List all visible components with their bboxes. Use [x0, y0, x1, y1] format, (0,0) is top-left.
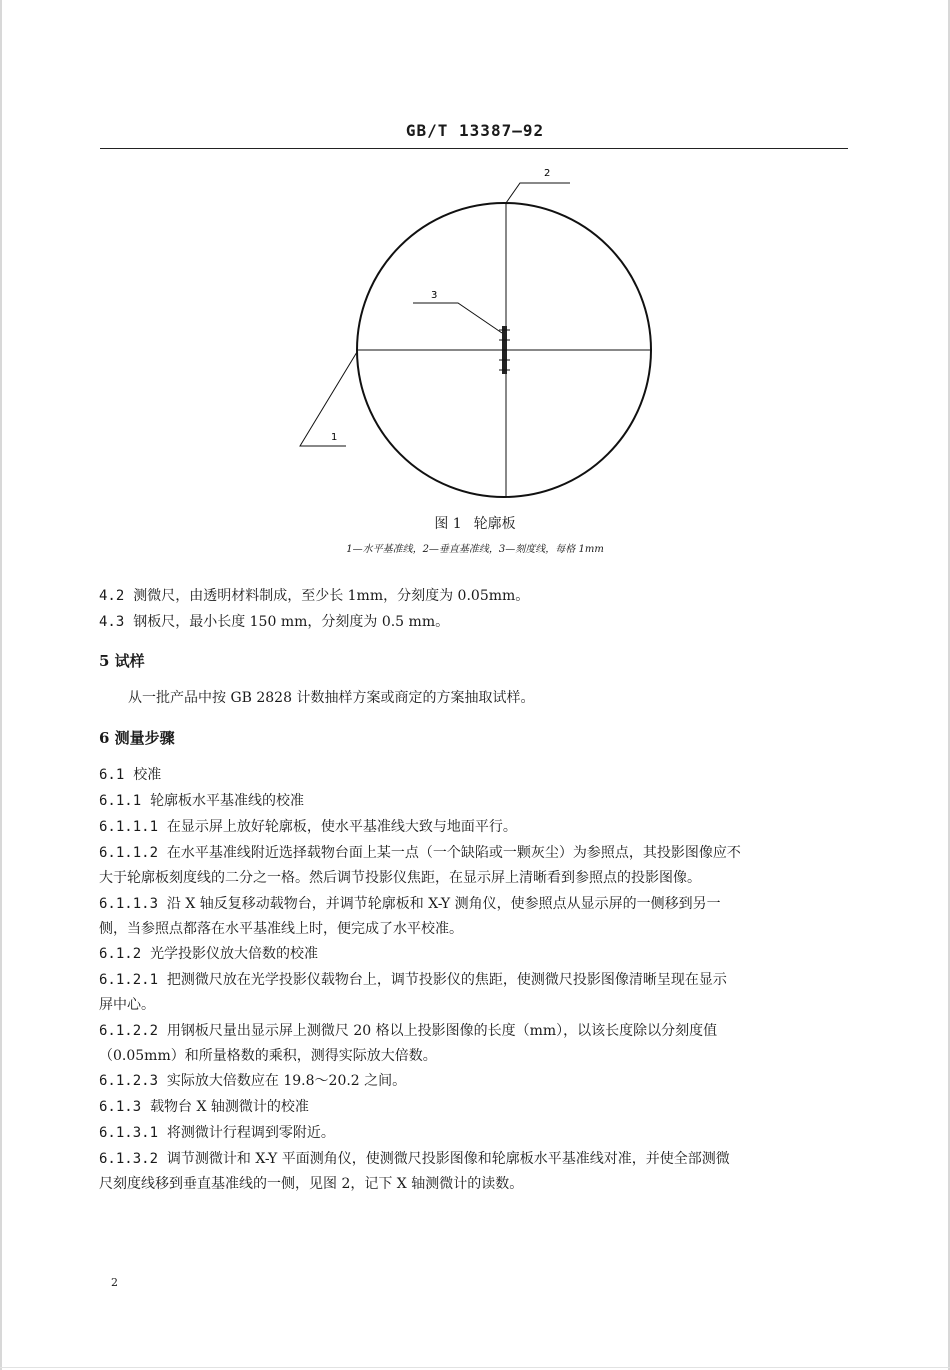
- clause-6-1-3-2-cont: 尺刻度线移到垂直基准线的一侧，见图 2，记下 X 轴测微计的读数。: [99, 1176, 524, 1192]
- figure-caption: [0, 513, 950, 533]
- clause-6-1-3: 6.1.3 载物台 X 轴测微计的校准: [99, 1099, 309, 1115]
- clause-6-1-2: 6.1.2 光学投影仪放大倍数的校准: [99, 946, 319, 962]
- leader-3: [413, 303, 502, 333]
- label-3: 3: [431, 290, 438, 301]
- figure-title: 轮廓板: [473, 516, 516, 532]
- scan-edge-bottom: [0, 1367, 950, 1368]
- clause-6-1-3-2: 6.1.3.2 调节测微计和 X-Y 平面测角仪，使测微尺投影图像和轮廓板水平基准线对准，并使全部测微: [99, 1151, 730, 1167]
- figure-number: 图 1: [434, 516, 462, 532]
- section-5-heading: 5 试样: [99, 652, 145, 670]
- clause-6-1-1: 6.1.1 轮廓板水平基准线的校准: [99, 793, 305, 809]
- section-6-heading: 6 测量步骤: [99, 729, 175, 747]
- clause-6-1-2-1: 6.1.2.1 把测微尺放在光学投影仪载物台上，调节投影仪的焦距，使测微尺投影图像清晰呈现在显示: [99, 972, 727, 988]
- clause-4-2: 4.2 测微尺，由透明材料制成，至少长 1mm，分刻度为 0.05mm。: [99, 588, 530, 604]
- label-1: 1: [331, 432, 338, 443]
- page-header-standard: GB/T 13387—92: [405, 121, 545, 140]
- label-2: 2: [544, 168, 551, 179]
- figure-legend: 1—水平基准线，2—垂直基准线，3—刻度线，每格 1mm: [346, 544, 604, 555]
- clause-6-1-2-2-cont: （0.05mm）和所量格数的乘积，测得实际放大倍数。: [99, 1048, 437, 1064]
- clause-6-1-2-3: 6.1.2.3 实际放大倍数应在 19.8～20.2 之间。: [99, 1073, 407, 1089]
- clause-6-1-1-2: 6.1.1.2 在水平基准线附近选择载物台面上某一点（一个缺陷或一颗灰尘）为参照点，其投影图像应不: [99, 845, 741, 861]
- clause-4-3: 4.3 钢板尺，最小长度 150 mm，分刻度为 0.5 mm。: [99, 614, 450, 630]
- clause-6-1-1-2-cont: 大于轮廓板刻度线的二分之一格。然后调节投影仪焦距，在显示屏上清晰看到参照点的投影图像。: [99, 870, 701, 886]
- clause-6-1-1-3-cont: 侧，当参照点都落在水平基准线上时，便完成了水平校准。: [99, 921, 463, 937]
- clause-6-1-1-1: 6.1.1.1 在显示屏上放好轮廓板，使水平基准线大致与地面平行。: [99, 819, 517, 835]
- page-number: 2: [111, 1276, 118, 1289]
- clause-6-1-2-2: 6.1.2.2 用钢板尺量出显示屏上测微尺 20 格以上投影图像的长度（mm），以该长度除以分刻度值: [99, 1023, 718, 1039]
- clause-6-1-2-1-cont: 屏中心。: [99, 997, 155, 1013]
- figure-1-contour-plate: [0, 0, 950, 560]
- clause-6-1: 6.1 校准: [99, 767, 162, 783]
- clause-6-1-3-1: 6.1.3.1 将测微计行程调到零附近。: [99, 1125, 335, 1141]
- clause-6-1-1-3: 6.1.1.3 沿 X 轴反复移动载物台，并调节轮廓板和 X-Y 测角仪，使参照点从显示屏的一侧移到另一: [99, 896, 721, 912]
- leader-1: [300, 352, 357, 446]
- section-5-text: 从一批产品中按 GB 2828 计数抽样方案或商定的方案抽取试样。: [128, 690, 535, 706]
- leader-2: [506, 183, 570, 203]
